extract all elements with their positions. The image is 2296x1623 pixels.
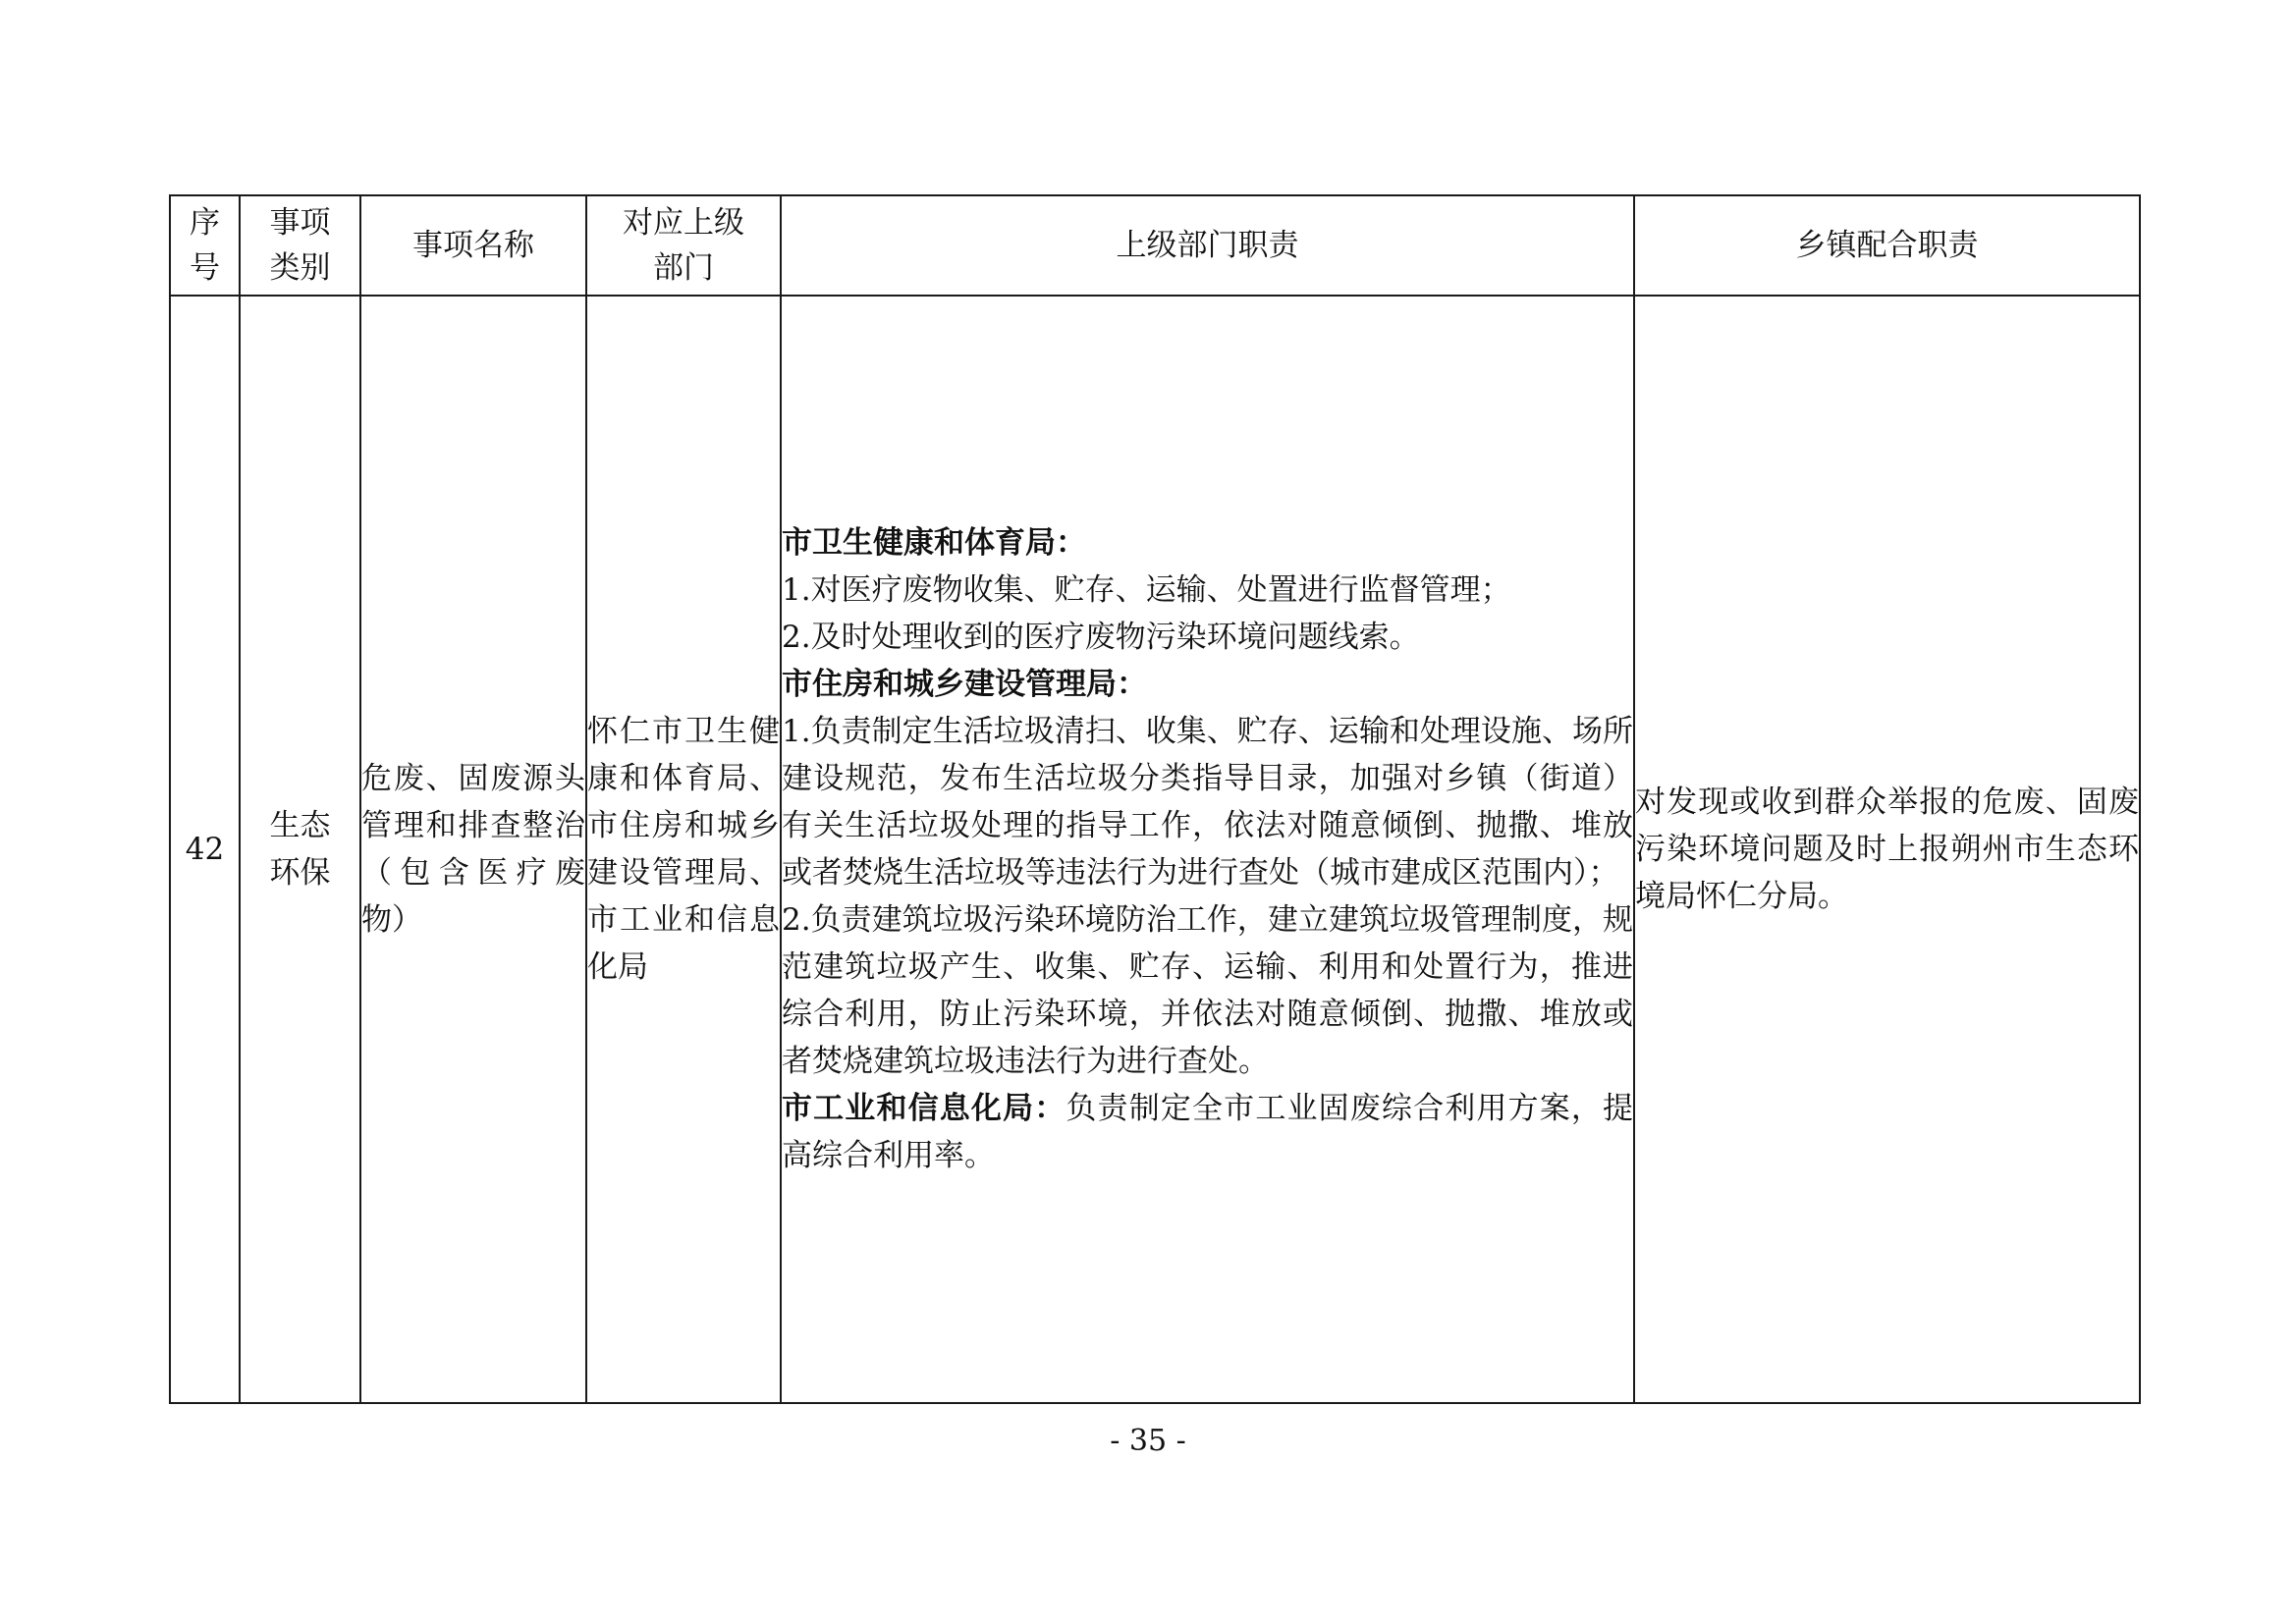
header-category bbox=[240, 195, 360, 296]
header-town-duties: 乡镇配合职责 bbox=[1634, 195, 2140, 296]
category-line-1: 生态 bbox=[269, 808, 331, 843]
table-header-row bbox=[170, 195, 2140, 296]
header-dept-line-2: 部门 bbox=[653, 250, 714, 286]
header-superior-dept bbox=[586, 195, 781, 296]
health-duty-item-2: 2.及时处理收到的医疗废物污染环境问题线索。 bbox=[782, 620, 1420, 655]
header-category-line-2: 类别 bbox=[269, 250, 331, 286]
housing-bureau-heading: 市住房和城乡建设管理局： bbox=[782, 667, 1147, 702]
header-seq-line-2: 号 bbox=[190, 250, 220, 286]
cell-town-duties: 对发现或收到群众举报的危废、固废污染环境问题及时上报朔州市生态环境局怀仁分局。 bbox=[1634, 296, 2140, 1403]
table-row bbox=[170, 296, 2140, 1403]
page-number: - 35 - bbox=[1110, 1424, 1186, 1458]
header-dept-line-1: 对应上级 bbox=[623, 205, 744, 241]
category-line-2: 环保 bbox=[269, 855, 331, 891]
health-bureau-duties bbox=[782, 519, 1633, 661]
header-superior-duties: 上级部门职责 bbox=[781, 195, 1634, 296]
cell-seq: 42 bbox=[170, 296, 240, 1403]
housing-bureau-duties bbox=[782, 661, 1633, 1085]
industry-bureau-duties bbox=[782, 1085, 1633, 1179]
cell-superior-duties bbox=[781, 296, 1634, 1403]
cell-superior-dept: 怀仁市卫生健康和体育局、市住房和城乡建设管理局、市工业和信息化局 bbox=[586, 296, 781, 1403]
cell-category bbox=[240, 296, 360, 1403]
header-item-name: 事项名称 bbox=[360, 195, 586, 296]
industry-bureau-heading: 市工业和信息化局： bbox=[782, 1091, 1066, 1126]
header-category-line-1: 事项 bbox=[269, 205, 331, 241]
housing-duty-item-1: 1.负责制定生活垃圾清扫、收集、贮存、运输和处理设施、场所建设规范，发布生活垃圾分类指导目录，加强对乡镇（街道）有关生活垃圾处理的指导工作，依法对随意倾倒、抛撒、堆放或者焚烧生活垃圾等违法行为进行查处（城市建成区范围内）； bbox=[782, 714, 1633, 891]
header-seq-line-1: 序 bbox=[190, 205, 220, 241]
health-bureau-heading: 市卫生健康和体育局： bbox=[782, 525, 1086, 561]
industry-duty-text: 负责制定全市工业固废综合利用方案，提高综合利用率。 bbox=[782, 1091, 1634, 1173]
housing-duty-item-2: 2.负责建筑垃圾污染环境防治工作，建立建筑垃圾管理制度，规范建筑垃圾产生、收集、贮存、运输、利用和处置行为，推进综合利用，防止污染环境，并依法对随意倾倒、抛撒、堆放或者焚烧建筑垃圾违法行为进行查处。 bbox=[782, 902, 1633, 1079]
health-duty-item-1: 1.对医疗废物收集、贮存、运输、处置进行监督管理； bbox=[782, 572, 1511, 608]
duty-table bbox=[169, 194, 2141, 1404]
cell-item-name: 危废、固废源头管理和排查整治（包含医疗废物） bbox=[360, 296, 586, 1403]
header-seq bbox=[170, 195, 240, 296]
